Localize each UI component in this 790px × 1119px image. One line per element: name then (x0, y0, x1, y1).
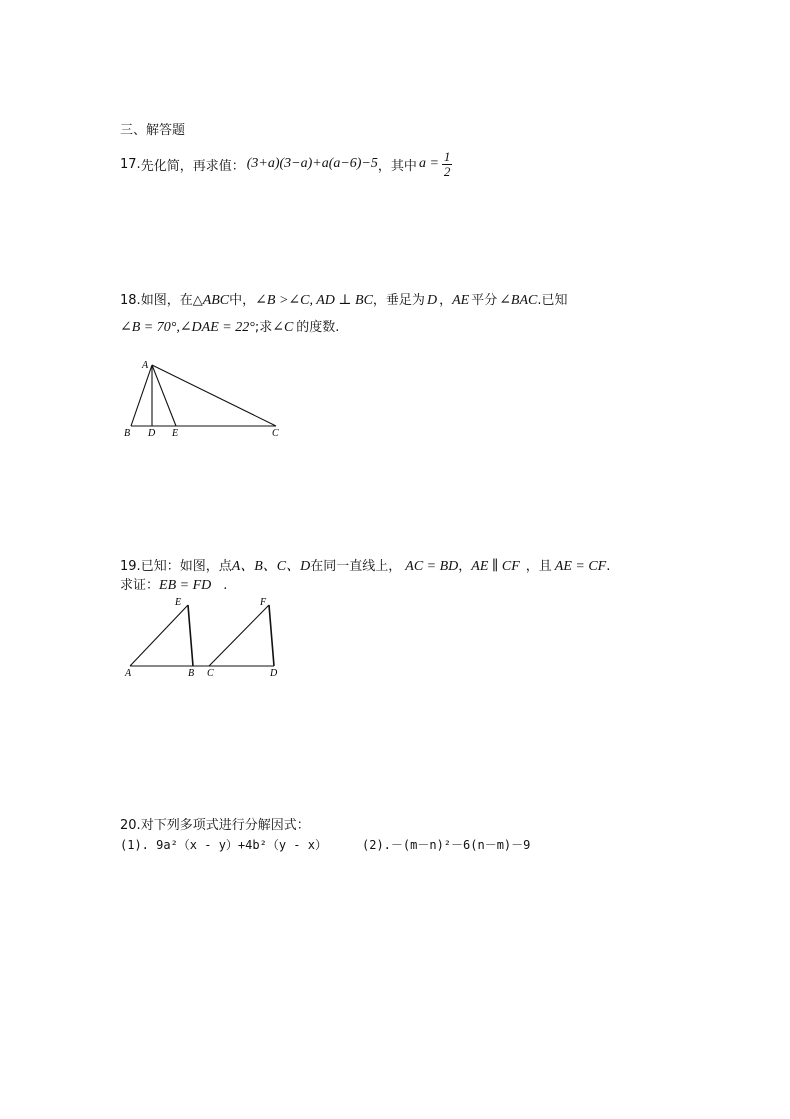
question-17 (120, 146, 452, 182)
q18-figure (118, 356, 318, 446)
q18-condition: ∠B >∠C, AD ⊥ BC (255, 293, 373, 308)
q17-frac-num: 1 (443, 148, 451, 164)
q19-figure (120, 594, 300, 684)
q17-fraction (442, 150, 453, 179)
q18-label-e: E (172, 428, 179, 439)
q18-bisector-ae (152, 365, 176, 426)
q17-condition-prefix: ，其中 (377, 158, 417, 174)
q18-text-g: .已知 (537, 293, 568, 308)
q18-label-b: B (124, 428, 131, 439)
q18-triangle: ABC (202, 293, 230, 308)
section-title (120, 119, 185, 138)
q18-side-ac (152, 365, 276, 426)
q19-label-d: D (270, 668, 278, 679)
question-20-prompt (120, 814, 310, 833)
q19-end: . (606, 559, 611, 574)
q19-sep1: ， (458, 559, 472, 574)
q20-number: 20. (120, 818, 141, 833)
q19-side-ae (130, 605, 188, 666)
q19-goal: EB = FD (159, 578, 212, 593)
q20-part-2: (2).－(m－n)²－6(n－m)－9 (362, 838, 531, 852)
q19-side-fd (269, 605, 274, 666)
q18-label-d: D (148, 428, 156, 439)
q19-label-b: B (188, 668, 195, 679)
q17-number: 17. (120, 156, 141, 172)
q17-condition-var: a = (418, 156, 439, 171)
q18-text-c: ，垂足为 (372, 293, 425, 308)
q17-frac-den: 2 (443, 163, 451, 179)
q18-bac: ∠BAC (499, 293, 538, 308)
q18-text-a: 如图，在△ (140, 293, 203, 308)
question-19-line1 (120, 555, 610, 575)
q20-prompt-text: 对下列多项式进行分解因式： (140, 818, 310, 833)
q18-text-i: 的度数. (296, 320, 340, 335)
q19-text-c: 求证： (120, 578, 160, 593)
q18-given: ∠B = 70°,∠DAE = 22° (120, 320, 255, 335)
q18-angle-c: ∠C (272, 320, 294, 335)
q18-ae: AE (452, 293, 470, 308)
q17-expression: (3+a)(3−a)+a(a−6)−5 (246, 156, 378, 171)
question-18-line1 (120, 289, 568, 309)
q18-foot-d: D (426, 293, 438, 308)
q18-text-e: ， (439, 293, 453, 308)
q19-cond3: AE = CF (554, 559, 607, 574)
question-19-line2 (120, 574, 227, 594)
q19-side-cf (209, 605, 269, 666)
q19-sep2: ，且 (525, 559, 552, 574)
q17-prompt: 先化简，再求值： (140, 158, 245, 174)
q18-text-h: ;求 (254, 320, 273, 335)
section-title-text: 三、解答题 (120, 123, 186, 138)
q19-points: A、B、C、D (231, 559, 311, 574)
q19-cond2: AE ∥ CF (471, 559, 520, 574)
q19-label-a: A (125, 668, 132, 679)
q19-side-eb (188, 605, 193, 666)
q18-label-a: A (142, 360, 149, 371)
q19-label-c: C (207, 668, 214, 679)
q19-label-e: E (175, 597, 182, 608)
q18-side-ab (131, 365, 152, 426)
q19-goal-end: . (223, 578, 228, 593)
question-18-line2 (120, 316, 339, 336)
q19-number: 19. (120, 559, 141, 574)
q18-number: 18. (120, 293, 141, 308)
q18-text-f: 平分 (471, 293, 498, 308)
q19-text-b: 在同一直线上， (310, 559, 402, 574)
q18-label-c: C (272, 428, 279, 439)
q19-cond1: AC = BD (405, 559, 459, 574)
q19-text-a: 已知：如图，点 (140, 559, 232, 574)
q20-part-1: (1). 9a²（x - y）+4b²（y - x） (120, 838, 327, 852)
q19-label-f: F (260, 597, 267, 608)
q18-text-b: 中， (229, 293, 256, 308)
